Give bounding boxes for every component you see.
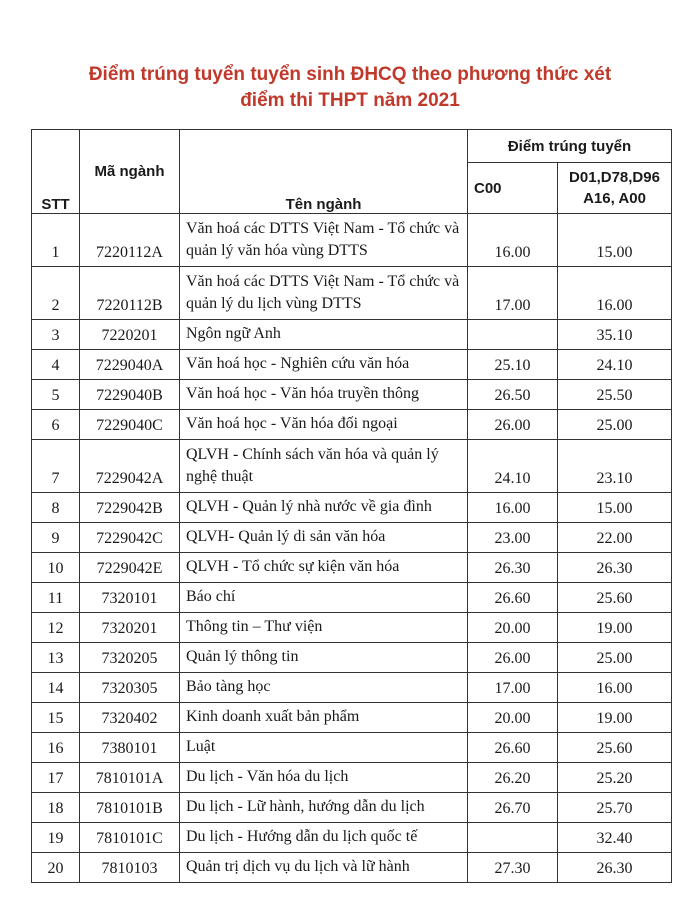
row-name: Văn hoá học - Nghiên cứu văn hóa [180,350,468,380]
row-code: 7220201 [80,320,180,350]
row-score-c00 [468,823,558,853]
row-score-c00: 26.50 [468,380,558,410]
row-score-c00: 20.00 [468,703,558,733]
row-name: Thông tin – Thư viện [180,613,468,643]
table-row [32,763,672,793]
table-row [32,673,672,703]
table-row [32,320,672,350]
table-row [32,380,672,410]
table-row [32,643,672,673]
row-score-d01: 25.70 [558,793,672,823]
table-row [32,613,672,643]
table-row [32,793,672,823]
row-score-d01: 15.00 [558,493,672,523]
row-name: Báo chí [180,583,468,613]
header-row [32,130,672,163]
row-stt: 1 [32,214,80,267]
row-stt: 9 [32,523,80,553]
row-score-c00: 16.00 [468,214,558,267]
row-score-c00: 24.10 [468,440,558,493]
row-stt: 14 [32,673,80,703]
table-row [32,733,672,763]
row-stt: 20 [32,853,80,883]
table-body [32,214,672,883]
row-score-c00: 17.00 [468,673,558,703]
row-stt: 4 [32,350,80,380]
row-stt: 16 [32,733,80,763]
row-score-d01: 32.40 [558,823,672,853]
row-code: 7320402 [80,703,180,733]
header-name: Tên ngành [180,130,468,214]
table-row [32,523,672,553]
row-stt: 17 [32,763,80,793]
table-row [32,703,672,733]
row-stt: 18 [32,793,80,823]
row-name: Văn hoá học - Văn hóa đối ngoại [180,410,468,440]
row-stt: 6 [32,410,80,440]
header-stt: STT [32,130,80,214]
table-row [32,583,672,613]
row-code: 7320205 [80,643,180,673]
row-score-c00: 16.00 [468,493,558,523]
table-row [32,493,672,523]
row-score-d01: 19.00 [558,613,672,643]
row-score-d01: 35.10 [558,320,672,350]
row-name: Luật [180,733,468,763]
row-code: 7810101C [80,823,180,853]
table-row [32,267,672,320]
row-code: 7229042B [80,493,180,523]
row-score-d01: 16.00 [558,673,672,703]
row-code: 7229042E [80,553,180,583]
row-score-c00: 25.10 [468,350,558,380]
row-name: QLVH - Quản lý nhà nước về gia đình [180,493,468,523]
row-name: QLVH - Tổ chức sự kiện văn hóa [180,553,468,583]
row-score-d01: 26.30 [558,853,672,883]
row-code: 7810101A [80,763,180,793]
row-name: Quản trị dịch vụ du lịch và lữ hành [180,853,468,883]
row-name: Quản lý thông tin [180,643,468,673]
row-stt: 2 [32,267,80,320]
row-score-d01: 25.00 [558,410,672,440]
table-row [32,553,672,583]
row-code: 7229042A [80,440,180,493]
row-score-d01: 24.10 [558,350,672,380]
row-code: 7380101 [80,733,180,763]
row-code: 7810103 [80,853,180,883]
table-row [32,410,672,440]
row-stt: 10 [32,553,80,583]
table-row [32,853,672,883]
table-row [32,440,672,493]
header-code: Mã ngành [80,130,180,214]
row-code: 7229040A [80,350,180,380]
row-score-c00: 26.30 [468,553,558,583]
row-score-d01: 19.00 [558,703,672,733]
header-c00: C00 [468,163,558,214]
row-name: Du lịch - Hướng dẫn du lịch quốc tế [180,823,468,853]
row-code: 7229040B [80,380,180,410]
row-score-d01: 25.00 [558,643,672,673]
row-name: Ngôn ngữ Anh [180,320,468,350]
row-code: 7229040C [80,410,180,440]
row-score-c00 [468,320,558,350]
row-name: Văn hoá các DTTS Việt Nam - Tổ chức và quản lý du lịch vùng DTTS [180,267,468,320]
row-score-c00: 26.00 [468,643,558,673]
title-line-1: Điểm trúng tuyển tuyển sinh ĐHCQ theo phương thức xét [88,64,612,85]
row-stt: 13 [32,643,80,673]
row-name: Bảo tàng học [180,673,468,703]
row-stt: 7 [32,440,80,493]
row-score-d01: 16.00 [558,267,672,320]
row-score-d01: 25.60 [558,583,672,613]
row-name: Du lịch - Lữ hành, hướng dẫn du lịch [180,793,468,823]
row-stt: 11 [32,583,80,613]
row-score-d01: 26.30 [558,553,672,583]
row-score-d01: 15.00 [558,214,672,267]
header-score-group: Điểm trúng tuyển [468,130,672,163]
row-name: Văn hoá học - Văn hóa truyền thông [180,380,468,410]
row-stt: 19 [32,823,80,853]
table-row [32,823,672,853]
row-score-c00: 17.00 [468,267,558,320]
row-name: QLVH - Chính sách văn hóa và quản lý nghệ thuật [180,440,468,493]
row-score-d01: 25.20 [558,763,672,793]
header-d01: D01,D78,D96 A16, A00 [558,163,672,214]
row-name: Văn hoá các DTTS Việt Nam - Tổ chức và quản lý văn hóa vùng DTTS [180,214,468,267]
row-score-c00: 23.00 [468,523,558,553]
row-name: Du lịch - Văn hóa du lịch [180,763,468,793]
row-code: 7320201 [80,613,180,643]
row-stt: 5 [32,380,80,410]
row-code: 7220112A [80,214,180,267]
row-name: QLVH- Quản lý di sản văn hóa [180,523,468,553]
row-code: 7810101B [80,793,180,823]
row-score-d01: 25.60 [558,733,672,763]
row-score-c00: 27.30 [468,853,558,883]
row-score-c00: 26.70 [468,793,558,823]
title-line-2: điểm thi THPT năm 2021 [240,90,460,111]
row-score-d01: 23.10 [558,440,672,493]
row-score-d01: 22.00 [558,523,672,553]
table-row [32,214,672,267]
row-score-c00: 20.00 [468,613,558,643]
admission-scores-table [31,129,672,883]
row-code: 7220112B [80,267,180,320]
row-code: 7320305 [80,673,180,703]
row-score-c00: 26.60 [468,733,558,763]
row-code: 7229042C [80,523,180,553]
table-row [32,350,672,380]
row-code: 7320101 [80,583,180,613]
row-score-c00: 26.60 [468,583,558,613]
row-score-c00: 26.20 [468,763,558,793]
row-stt: 12 [32,613,80,643]
page-title [0,62,700,114]
row-stt: 3 [32,320,80,350]
row-stt: 8 [32,493,80,523]
row-score-c00: 26.00 [468,410,558,440]
row-name: Kinh doanh xuất bản phẩm [180,703,468,733]
row-score-d01: 25.50 [558,380,672,410]
row-stt: 15 [32,703,80,733]
